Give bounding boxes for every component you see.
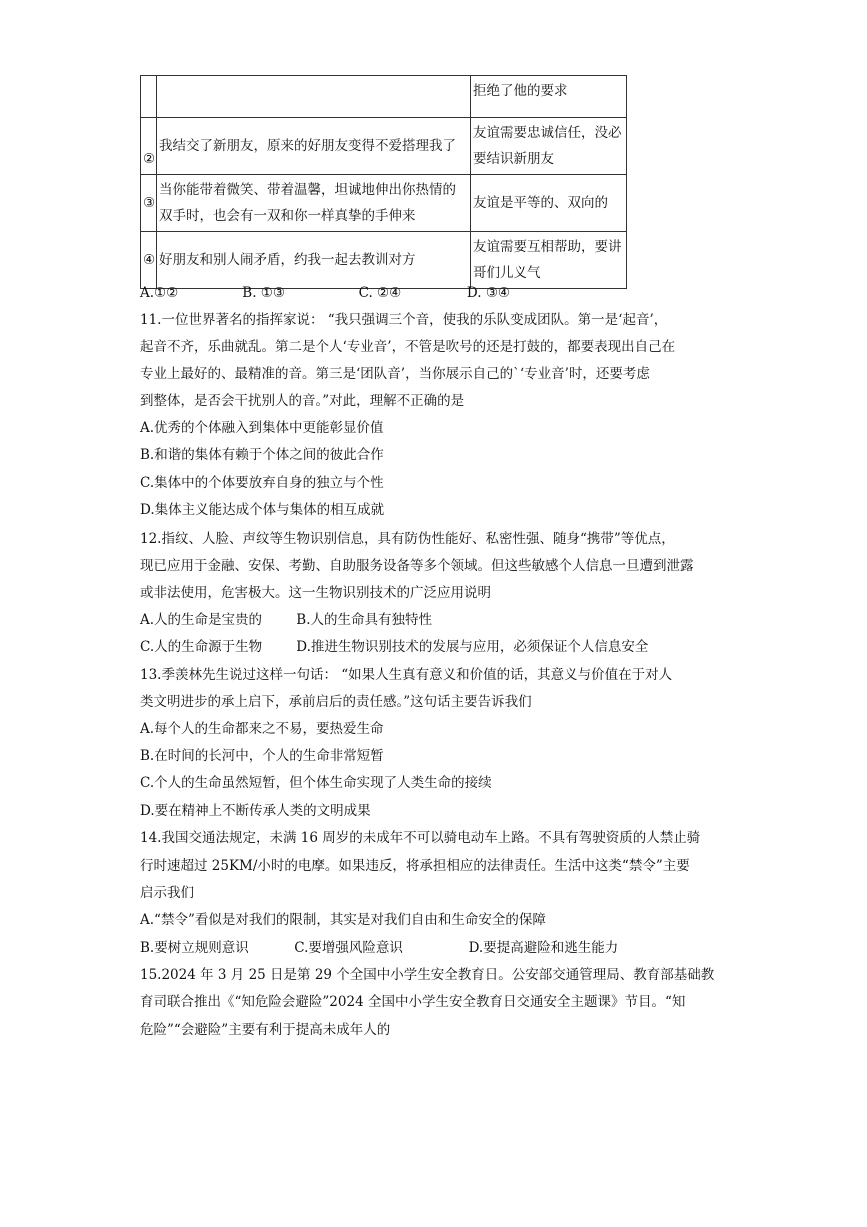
view-cell: 拒绝了他的要求 (471, 76, 627, 118)
table-row (141, 175, 627, 232)
q11-option-a[interactable]: A.优秀的个体融入到集体中更能彰显价值 (140, 420, 384, 436)
q13-stem-line: 13.季羡林先生说过这样一句话： “如果人生真有意义和价值的话，其意义与价值在于对人 (140, 667, 673, 683)
q13-stem-line: 类文明进步的承上启下，承前启后的责任感。”这句话主要告诉我们 (140, 694, 532, 710)
q10-option-c[interactable]: C. ②④ (358, 285, 402, 301)
q15-stem-line: 15.2024 年 3 月 25 日是第 29 个全国中小学生安全教育日。公安部交通管理局、教育部基础教 (140, 967, 715, 983)
q11-option-d[interactable]: D.集体主义能达成个体与集体的相互成就 (140, 502, 385, 518)
q13-option-b[interactable]: B.在时间的长河中，个人的生命非常短暂 (140, 748, 384, 764)
q14-stem-line: 行时速超过 25KM/小时的电摩。如果违反，将承担相应的法律责任。生活中这类“禁令”主要 (140, 858, 690, 874)
q12-option-d[interactable]: D.推进生物识别技术的发展与应用，必须保证个人信息安全 (296, 639, 649, 655)
q11-option-c[interactable]: C.集体中的个体要放弃自身的独立与个性 (140, 475, 384, 491)
q11-stem-line: 起音不齐，乐曲就乱。第二是个人‘专业音’，不管是吹号的还是打鼓的，都要表现出自己在 (140, 339, 676, 355)
q11-stem-line: 11.一位世界著名的指挥家说： “我只强调三个音，使我的乐队变成团队。第一是‘起音’， (140, 312, 668, 328)
q12-option-b[interactable]: B.人的生命具有独特性 (296, 612, 433, 628)
q14-option-d[interactable]: D.要提高避险和逃生能力 (468, 940, 619, 956)
q15-stem-line: 育司联合推出《“知危险会避险”2024 全国中小学生安全教育日交通安全主题课》节目。“知 (140, 994, 686, 1010)
table-row (141, 118, 627, 175)
q12-stem-line: 现已应用于金融、安保、考勤、自助服务设备等多个领域。但这些敏感个人信息一旦遭到泄露 (140, 558, 694, 574)
q10-option-b[interactable]: B. ①③ (242, 285, 286, 301)
table-row (141, 76, 627, 118)
q10-option-a[interactable]: A.①② (140, 285, 179, 301)
q12-stem-line: 12.指纹、人脸、声纹等生物识别信息，具有防伪性能好、私密性强、随身“携带”等优点， (140, 531, 675, 547)
q10-options (140, 284, 510, 302)
q11-stem-line: 到整体，是否会干扰别人的音。”对此，理解不正确的是 (140, 393, 465, 409)
row-number: ③ (141, 175, 157, 232)
situation-cell: 我结交了新朋友，原来的好朋友变得不爱搭理我了 (157, 118, 471, 175)
row-number: ④ (141, 232, 157, 289)
q13-option-d[interactable]: D.要在精神上不断传承人类的文明成果 (140, 803, 371, 819)
q12-options-row-2 (140, 638, 648, 656)
q12-options-row-1 (140, 611, 432, 629)
q14-options-row (140, 939, 618, 957)
q11-option-b[interactable]: B.和谐的集体有赖于个体之间的彼此合作 (140, 447, 384, 463)
q15-stem-line: 危险”“会避险”主要有利于提高未成年人的 (140, 1022, 391, 1038)
view-cell: 友谊是平等的、双向的 (471, 175, 627, 232)
q14-stem-line: 14.我国交通法规定，未满 16 周岁的未成年不可以骑电动车上路。不具有驾驶资质的人禁止骑 (140, 830, 701, 846)
q12-stem-line: 或非法使用，危害极大。这一生物识别技术的广泛应用说明 (140, 585, 491, 601)
q12-option-c[interactable]: C.人的生命源于生物 (140, 639, 263, 655)
q14-option-b[interactable]: B.要树立规则意识 (140, 940, 249, 956)
friendship-situations-table (140, 75, 627, 289)
situation-cell (157, 76, 471, 118)
situation-cell: 当你能带着微笑、带着温馨，坦诚地伸出你热情的双手时，也会有一双和你一样真挚的手伸来 (157, 175, 471, 232)
q12-option-a[interactable]: A.人的生命是宝贵的 (140, 612, 263, 628)
q14-stem-line: 启示我们 (140, 885, 194, 901)
q14-option-a[interactable]: A.“禁令”看似是对我们的限制，其实是对我们自由和生命安全的保障 (140, 912, 546, 928)
row-number (141, 76, 157, 118)
view-cell: 友谊需要忠诚信任，没必要结识新朋友 (471, 118, 627, 175)
row-number: ② (141, 118, 157, 175)
q14-option-c[interactable]: C.要增强风险意识 (294, 940, 403, 956)
q11-stem-line: 专业上最好的、最精准的音。第三是‘团队音’，当你展示自己的`‘专业音’时，还要考虑 (140, 366, 650, 382)
situation-cell: 好朋友和别人闹矛盾，约我一起去教训对方 (157, 232, 471, 289)
q13-option-c[interactable]: C.个人的生命虽然短暂，但个体生命实现了人类生命的接续 (140, 775, 492, 791)
table-row (141, 232, 627, 289)
view-cell: 友谊需要互相帮助，要讲哥们儿义气 (471, 232, 627, 289)
q10-option-d[interactable]: D. ③④ (466, 285, 511, 301)
q13-option-a[interactable]: A.每个人的生命都来之不易，要热爱生命 (140, 721, 384, 737)
